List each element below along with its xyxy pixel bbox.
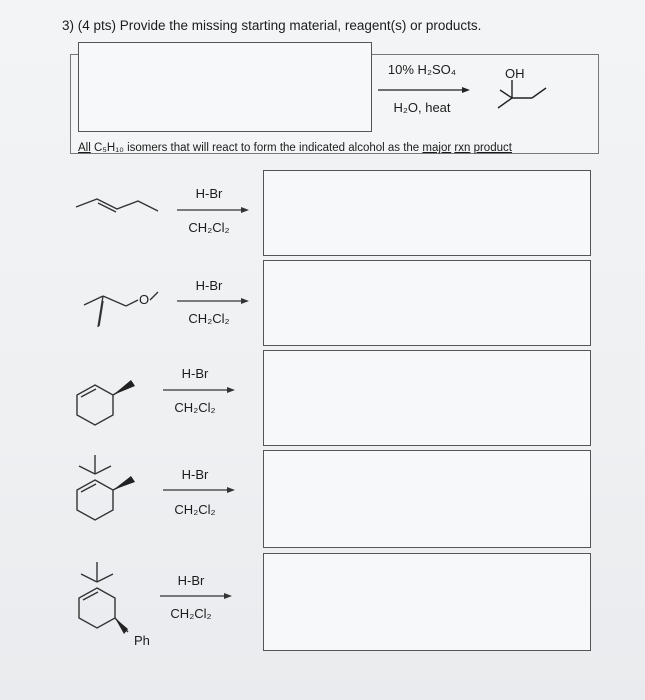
answer-box-2[interactable] (263, 260, 591, 346)
caption-product: product (473, 142, 512, 154)
reactant-5-structure (79, 562, 128, 632)
arrow-5-head (224, 593, 232, 599)
reactant-4-structure (77, 455, 133, 520)
reagent-1-below: CH₂Cl₂ (188, 220, 230, 235)
arrow-3-head (227, 387, 235, 393)
caption-rxn: rxn (454, 142, 471, 154)
reagent-2-below: CH₂Cl₂ (188, 311, 230, 326)
question-title: 3) (4 pts) Provide the missing starting material, reagent(s) or products. (62, 18, 482, 33)
reagent-5-above: H-Br (177, 573, 205, 588)
caption-rest: isomers that will react to form the indicated alcohol as the (127, 142, 420, 154)
top-arrow-head (462, 87, 470, 93)
reagent-3-below: CH₂Cl₂ (174, 400, 216, 415)
caption-formula: C₅H₁₀ (93, 142, 124, 154)
product-alcohol-structure (498, 80, 546, 108)
arrow-2-head (241, 298, 249, 304)
arrow-4-head (227, 487, 235, 493)
phenyl-label: Ph (134, 633, 150, 648)
reagent-4-below: CH₂Cl₂ (174, 502, 216, 517)
wedge-3 (113, 380, 135, 395)
reagent-5-below: CH₂Cl₂ (170, 606, 212, 621)
wedge-4 (113, 476, 135, 490)
answer-box-4[interactable] (263, 450, 591, 548)
wedge-5 (115, 618, 128, 634)
answer-box-5[interactable] (263, 553, 591, 651)
reactant-1-structure (76, 199, 158, 212)
reagent-2-above: H-Br (195, 278, 223, 293)
answer-box-1[interactable] (263, 170, 591, 256)
product-oh-label: OH (505, 66, 525, 81)
reagent-1-above: H-Br (195, 186, 223, 201)
answer-box-3[interactable] (263, 350, 591, 446)
top-reagent-below: H₂O, heat (393, 100, 451, 115)
reagent-4-above: H-Br (181, 467, 209, 482)
top-reagent-above: 10% H₂SO₄ (387, 62, 457, 77)
caption-major: major (422, 142, 452, 154)
reagent-3-above: H-Br (181, 366, 209, 381)
ether-oxygen-label: O (139, 292, 150, 307)
arrow-1-head (241, 207, 249, 213)
caption-all: All (78, 142, 91, 154)
